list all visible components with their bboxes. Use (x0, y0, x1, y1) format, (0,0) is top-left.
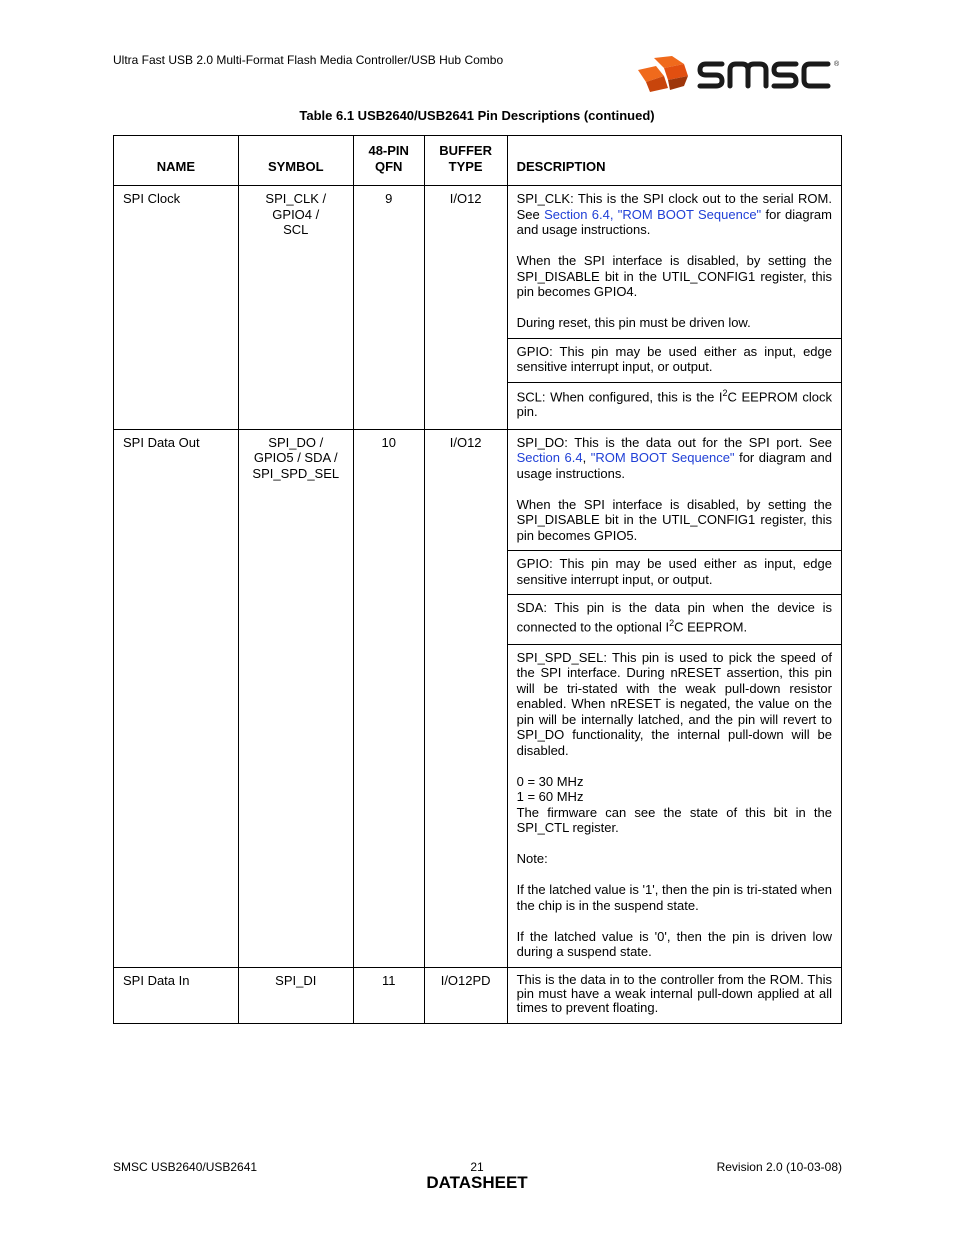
pin-descriptions-table (113, 135, 842, 1024)
rom-boot-sequence-link[interactable]: "ROM BOOT Sequence" (590, 450, 735, 466)
cell-description-gpio: GPIO: This pin may be used either as input, edge sensitive interrupt input, or output. (507, 551, 841, 595)
page-number: 21 (470, 1160, 484, 1174)
cell-description: SPI_CLK: This is the SPI clock out to the serial ROM. See Section 6.4, "ROM BOOT Sequence" for diagram and usage instructions. When the SPI interface is disabled, by setting the SPI_DISABLE bit in the UTIL_CONFIG1 register, this pin becomes GPIO4. During reset, this pin must be driven low. (507, 186, 841, 339)
cell-pin: 11 (353, 967, 424, 1023)
footer-product: SMSC USB2640/USB2641 (113, 1160, 258, 1174)
column-header-symbol: SYMBOL (238, 136, 353, 186)
column-header-pin: 48-PIN QFN (353, 136, 424, 186)
smsc-logo (634, 54, 844, 94)
cell-name: SPI Clock (114, 186, 239, 430)
table-header-row (114, 136, 842, 186)
cell-pin: 9 (353, 186, 424, 430)
cell-name: SPI Data Out (114, 429, 239, 967)
rom-boot-sequence-link[interactable]: Section 6.4, "ROM BOOT Sequence" (544, 206, 762, 222)
table-row (114, 186, 842, 339)
footer-datasheet-label: DATASHEET (426, 1173, 528, 1192)
cell-description: SPI_DO: This is the data out for the SPI port. See Section 6.4, "ROM BOOT Sequence" for diagram and usage instructions. When the SPI interface is disabled, by setting the SPI_DISABLE bit in the UTIL_CONFIG1 register, this pin becomes GPIO5. (507, 429, 841, 551)
cell-description-sda: SDA: This pin is the data pin when the device is connected to the optional $I^2C$ EEPROM. (507, 595, 841, 644)
cell-buffer: I/O12 (424, 186, 507, 430)
cell-description: This is the data in to the controller from the ROM. This pin must have a weak internal pull-down applied at all times to prevent floating. (507, 967, 841, 1023)
cell-buffer: I/O12 (424, 429, 507, 967)
cell-name: SPI Data In (114, 967, 239, 1023)
column-header-description: DESCRIPTION (507, 136, 841, 186)
cell-pin: 10 (353, 429, 424, 967)
smsc-logo-mark-icon (638, 56, 688, 92)
column-header-buffer: BUFFER TYPE (424, 136, 507, 186)
cell-buffer: I/O12PD (424, 967, 507, 1023)
cell-symbol: SPI_DO / GPIO5 / SDA / SPI_SPD_SEL (238, 429, 353, 967)
table-row (114, 429, 842, 551)
cell-description-spd-sel: SPI_SPD_SEL: This pin is used to pick the speed of the SPI interface. During nRESET assertion, this pin will be tri-stated with the weak pull-down resistor enabled. When nRESET is negated, the value on the pin will be internally latched, and the pin will revert to SPI_DO functionality, the internal pull-down will be disabled. 0 = 30 MHz 1 = 60 MHz The firmware can see the state of this bit in the SPI_CTL register. Note: If the latched value is '1', then the pin is tri-stated when the chip is in the suspend state. If the latched value is '0', then the pin is driven low during a suspend state. (507, 644, 841, 967)
svg-text:®: ® (834, 61, 840, 68)
footer-revision: Revision 2.0 (10-03-08) (716, 1160, 842, 1174)
cell-description-gpio: GPIO: This pin may be used either as input, edge sensitive interrupt input, or output. (507, 338, 841, 382)
table-caption: Table 6.1 USB2640/USB2641 Pin Descriptions (continued) (299, 108, 655, 123)
cell-symbol: SPI_DI (238, 967, 353, 1023)
section-link[interactable]: Section 6.4 (516, 450, 583, 466)
cell-symbol: SPI_CLK / GPIO4 / SCL (238, 186, 353, 430)
table-row (114, 967, 842, 1023)
column-header-name: NAME (114, 136, 239, 186)
cell-description-scl: SCL: When configured, this is the $I^2C$ EEPROM clock pin. (507, 382, 841, 429)
document-header-title: Ultra Fast USB 2.0 Multi-Format Flash Media Controller/USB Hub Combo (113, 53, 504, 67)
